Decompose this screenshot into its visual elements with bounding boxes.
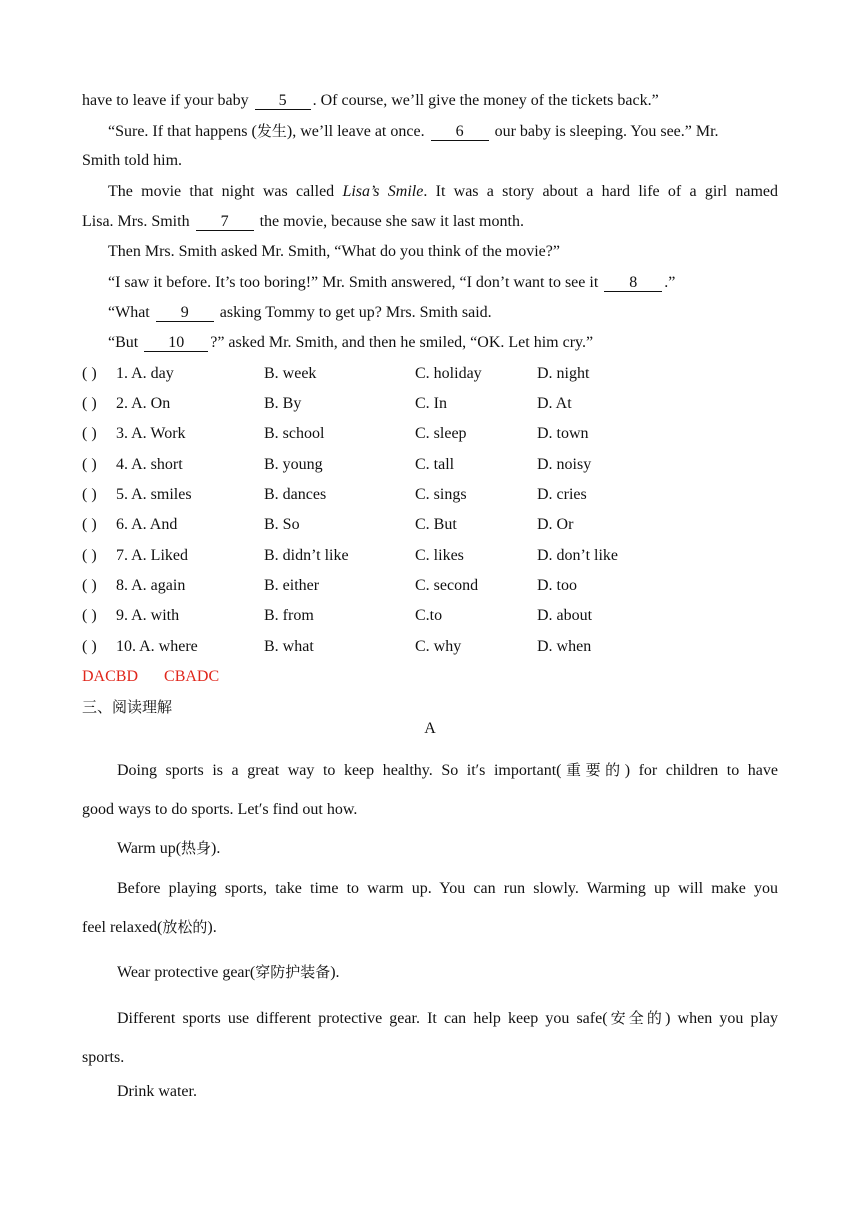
option-d: D. don’t like [537, 547, 619, 564]
blank-8: 8 [604, 274, 662, 292]
story-line-8 [82, 303, 778, 323]
answer-group-1: DACBD [82, 668, 139, 685]
story-line-6: Then Mrs. Smith asked Mr. Smith, “What do you think of the movie?” [108, 243, 560, 260]
answer-bracket[interactable]: ( ) [82, 638, 97, 655]
answer-bracket[interactable]: ( ) [82, 486, 97, 503]
cjk-gloss: 发生 [256, 122, 287, 140]
text: our baby is sleeping. You see.” Mr. [490, 123, 719, 140]
option-c: C. holiday [415, 365, 482, 382]
blank-9: 9 [156, 304, 214, 322]
text: ). [211, 840, 221, 857]
answer-group-2: CBADC [164, 668, 220, 685]
option-d: D. night [537, 365, 590, 382]
question-row [82, 485, 778, 505]
cjk-gloss: 穿防护装备 [255, 963, 331, 981]
question-row [82, 424, 778, 444]
option-b: B. dances [264, 486, 327, 503]
option-a: 4. A. short [116, 456, 183, 473]
text: .” [664, 274, 676, 291]
cjk-gloss: 放松的 [162, 918, 208, 936]
option-a: 7. A. Liked [116, 547, 188, 564]
option-b: B. from [264, 607, 314, 624]
text: asking Tommy to get up? Mrs. Smith said. [215, 304, 492, 321]
option-a: 6. A. And [116, 516, 178, 533]
story-line-1 [82, 91, 778, 111]
blank-10: 10 [144, 334, 208, 352]
movie-title: Lisa’s Smile [342, 183, 424, 200]
story-line-4 [82, 182, 778, 202]
reading-subheading-gear [82, 962, 778, 983]
answer-bracket[interactable]: ( ) [82, 395, 97, 412]
option-b: B. So [264, 516, 300, 533]
option-c: C.to [415, 607, 443, 624]
option-b: B. what [264, 638, 314, 655]
story-line-5 [82, 212, 778, 232]
option-a: 10. A. where [116, 638, 198, 655]
option-b: B. young [264, 456, 323, 473]
text: “But [108, 334, 143, 351]
answer-bracket[interactable]: ( ) [82, 547, 97, 564]
option-c: C. sleep [415, 425, 467, 442]
cjk-gloss: 重要的 [561, 761, 625, 779]
question-row [82, 606, 778, 626]
option-c: C. In [415, 395, 447, 412]
reading-subheading-warm-up [82, 838, 778, 859]
option-c: C. likes [415, 547, 464, 564]
text: . It was a story about a hard life of a girl named [423, 183, 779, 200]
text: . Of course, we’ll give the money of the tickets back.” [312, 92, 659, 109]
question-row [82, 546, 778, 566]
reading-line-2: good ways to do sports. Let′s find out how. [82, 801, 358, 818]
text: Doing sports is a great way to keep healthy. So it′s important( [117, 762, 562, 779]
option-d: D. when [537, 638, 592, 655]
option-c: C. sings [415, 486, 467, 503]
question-row [82, 364, 778, 384]
option-d: D. cries [537, 486, 587, 503]
option-d: D. too [537, 577, 577, 594]
story-line-9 [82, 333, 778, 353]
question-row [82, 455, 778, 475]
question-row [82, 394, 778, 414]
cjk-gloss: 安全的 [607, 1009, 666, 1027]
question-row [82, 637, 778, 657]
text: ) for children to have [624, 762, 778, 779]
answer-bracket[interactable]: ( ) [82, 365, 97, 382]
reading-line-6: sports. [82, 1049, 125, 1066]
text: Warm up( [117, 840, 182, 857]
text: “Sure. If that happens ( [108, 123, 257, 140]
story-line-2 [82, 121, 778, 142]
answer-key [82, 667, 778, 687]
text: “I saw it before. It’s too boring!” Mr. Smith answered, “I don’t want to see it [108, 274, 603, 291]
option-c: C. tall [415, 456, 455, 473]
text: Different sports use different protective gear. It can help keep you safe( [117, 1010, 608, 1027]
story-line-7 [82, 273, 778, 293]
option-c: C. why [415, 638, 462, 655]
option-d: D. At [537, 395, 572, 412]
option-b: B. By [264, 395, 302, 412]
option-a: 2. A. On [116, 395, 171, 412]
option-d: D. noisy [537, 456, 592, 473]
text: ). [330, 964, 340, 981]
text: feel relaxed( [82, 919, 163, 936]
reading-line-3: Before playing sports, take time to warm up. You can run slowly. Warming up will make you [117, 880, 778, 897]
passage-label: A [424, 720, 436, 737]
answer-bracket[interactable]: ( ) [82, 607, 97, 624]
story-line-3: Smith told him. [82, 152, 183, 169]
option-a: 3. A. Work [116, 425, 186, 442]
blank-6: 6 [431, 123, 489, 141]
question-row [82, 515, 778, 535]
answer-bracket[interactable]: ( ) [82, 577, 97, 594]
option-a: 8. A. again [116, 577, 186, 594]
text: Lisa. Mrs. Smith [82, 213, 194, 230]
text: Wear protective gear( [117, 964, 256, 981]
reading-line-4 [82, 917, 778, 938]
text: “What [108, 304, 154, 321]
option-b: B. didn’t like [264, 547, 349, 564]
text: the movie, because she saw it last month. [255, 213, 524, 230]
blank-5: 5 [255, 92, 311, 110]
reading-line-5 [82, 1008, 778, 1029]
option-c: C. But [415, 516, 457, 533]
text: The movie that night was called [108, 183, 343, 200]
option-c: C. second [415, 577, 479, 594]
option-b: B. school [264, 425, 325, 442]
reading-line-1 [82, 760, 778, 781]
option-d: D. Or [537, 516, 574, 533]
section-heading: 三、阅读理解 [82, 698, 173, 716]
text: ) when you play [665, 1010, 778, 1027]
text: ?” asked Mr. Smith, and then he smiled, “OK. Let him cry.” [210, 334, 594, 351]
option-a: 5. A. smiles [116, 486, 192, 503]
option-b: B. either [264, 577, 320, 594]
answer-bracket[interactable]: ( ) [82, 516, 97, 533]
text: ), we’ll leave at once. [286, 123, 429, 140]
cjk-gloss: 热身 [181, 839, 212, 857]
answer-bracket[interactable]: ( ) [82, 425, 97, 442]
answer-bracket[interactable]: ( ) [82, 456, 97, 473]
text: ). [207, 919, 217, 936]
option-d: D. about [537, 607, 593, 624]
option-a: 9. A. with [116, 607, 180, 624]
blank-7: 7 [196, 213, 254, 231]
text: have to leave if your baby [82, 92, 253, 109]
option-a: 1. A. day [116, 365, 174, 382]
option-b: B. week [264, 365, 317, 382]
question-row [82, 576, 778, 596]
reading-subheading-water: Drink water. [117, 1083, 197, 1100]
option-d: D. town [537, 425, 589, 442]
